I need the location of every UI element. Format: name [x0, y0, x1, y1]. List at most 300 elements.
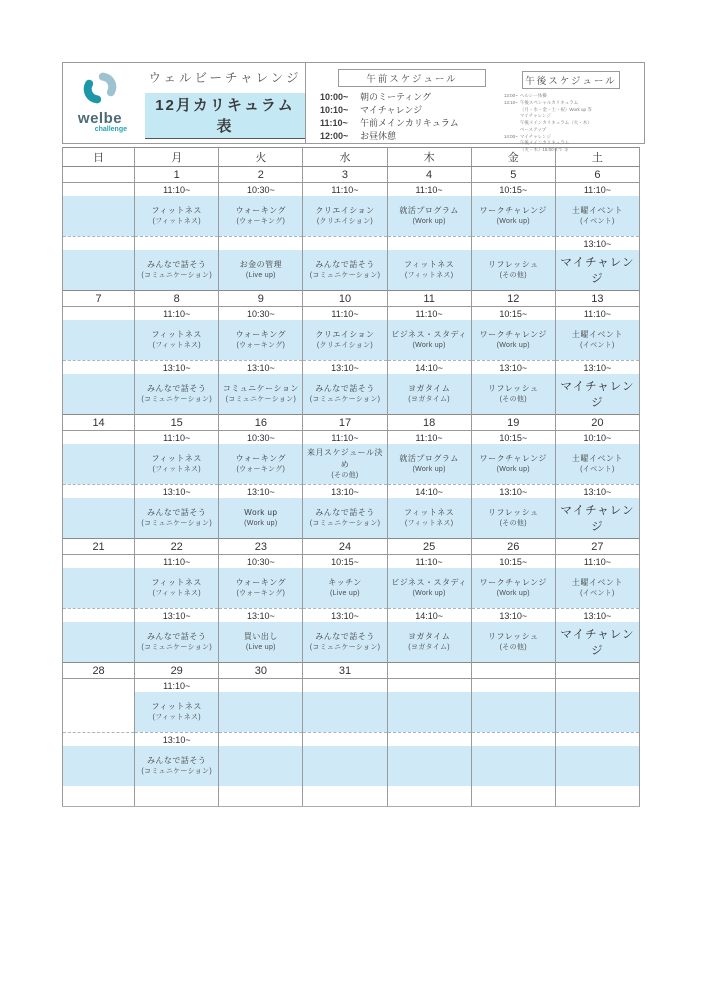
- time-cell: 11:10~: [387, 555, 471, 569]
- pm-schedule-title: 午後スケジュール: [522, 71, 620, 89]
- time-cell: [219, 679, 303, 693]
- am-schedule-item: [320, 117, 504, 130]
- activity-name: フィットネス: [403, 508, 455, 518]
- time-cell: 11:10~: [555, 183, 639, 197]
- activity-category: (クリエイション): [316, 218, 374, 226]
- activity-category: (コミュニケーション): [141, 768, 212, 776]
- activity-name: 土曜イベント: [571, 330, 623, 340]
- activity-cell: [387, 374, 471, 415]
- time-cell: 13:10~: [135, 733, 219, 747]
- activity-cell: [387, 692, 471, 733]
- activity-category: (フィットネス): [404, 520, 454, 528]
- date-cell: 24: [303, 539, 387, 555]
- am-schedule: [320, 67, 504, 141]
- activity-cell: [135, 374, 219, 415]
- activity-name: ウォーキング: [235, 578, 287, 588]
- time-cell: [63, 183, 135, 197]
- am-schedule-item: [320, 91, 504, 104]
- activity-category: (イベント): [580, 342, 615, 350]
- activity-cell: [387, 746, 471, 786]
- date-cell: [555, 663, 639, 679]
- am-item-time: 10:00~: [320, 92, 349, 102]
- activity-cell: [303, 498, 387, 539]
- activity-cell: [303, 692, 387, 733]
- time-cell: [219, 237, 303, 251]
- activity-cell: [63, 498, 135, 539]
- time-cell: [63, 733, 135, 747]
- am-schedule-item: [320, 130, 504, 143]
- activity-category: (イベント): [580, 466, 615, 474]
- time-cell: 11:10~: [135, 679, 219, 693]
- logo-sub-text: challenge: [94, 126, 127, 134]
- schedule-box: [305, 62, 645, 152]
- empty-cell: [303, 786, 387, 807]
- pm-schedule-line: [504, 140, 638, 147]
- activity-name: マイチャレンジ: [560, 629, 635, 657]
- date-cell: 16: [219, 415, 303, 431]
- activity-cell: [303, 196, 387, 237]
- activity-name: みんなで話そう: [146, 384, 207, 394]
- time-cell: [63, 609, 135, 623]
- activity-name: ワークチャレンジ: [479, 330, 547, 340]
- pm-line-text: 午後メインカリキュラム（火・木）: [519, 120, 592, 125]
- activity-category: (Work up): [412, 590, 446, 598]
- activity-category: (Live up): [330, 590, 360, 598]
- activity-cell: [63, 374, 135, 415]
- activity-category: (Work up): [496, 590, 530, 598]
- time-cell: 11:10~: [555, 307, 639, 321]
- activity-cell: [471, 374, 555, 415]
- activity-name: リフレッシュ: [488, 260, 539, 270]
- activity-category: (ウォーキング): [236, 342, 286, 350]
- pm-schedule-line: [504, 147, 638, 154]
- time-cell: [63, 361, 135, 375]
- page-title: 12月カリキュラム表: [145, 93, 305, 139]
- time-cell: [387, 237, 471, 251]
- time-cell: 14:10~: [387, 609, 471, 623]
- activity-cell: [219, 250, 303, 291]
- activity-category: (コミュニケーション): [141, 272, 212, 280]
- activity-category: (Work up): [496, 466, 530, 474]
- activity-name: フィットネス: [151, 578, 202, 588]
- pm-line-text: マイチャレンジ: [519, 113, 551, 119]
- day-header-cell: 日: [63, 148, 135, 167]
- pm-schedule-line: [504, 100, 638, 107]
- activity-cell: [135, 622, 219, 663]
- activity-cell: [303, 444, 387, 485]
- time-cell: 11:10~: [135, 555, 219, 569]
- activity-cell: [387, 196, 471, 237]
- pm-line-text: ヘルシー体操: [519, 93, 547, 98]
- activity-name: ワークチャレンジ: [479, 206, 547, 216]
- day-header-cell: 火: [219, 148, 303, 167]
- date-cell: [63, 167, 135, 183]
- activity-name: マイチャレンジ: [560, 505, 635, 533]
- pm-line-text: 午後スペシャルカリキュラム: [519, 99, 579, 105]
- activity-name: 土曜イベント: [571, 578, 623, 588]
- day-header-cell: 金: [471, 148, 555, 167]
- activity-name: キッチン: [328, 578, 362, 588]
- pm-line-time: 13:00~: [503, 93, 518, 98]
- time-cell: [219, 733, 303, 747]
- date-cell: 26: [471, 539, 555, 555]
- activity-category: (ウォーキング): [236, 590, 286, 598]
- activity-category: (コミュニケーション): [141, 520, 212, 528]
- activity-cell: [471, 196, 555, 237]
- time-cell: 10:30~: [219, 307, 303, 321]
- pm-schedule-line: [504, 120, 638, 127]
- time-cell: [63, 307, 135, 321]
- activity-category: (フィットネス): [152, 466, 201, 474]
- date-cell: 4: [387, 167, 471, 183]
- time-cell: [63, 555, 135, 569]
- activity-name: ウォーキング: [235, 454, 287, 464]
- activity-cell: [303, 746, 387, 786]
- time-cell: 11:10~: [135, 307, 219, 321]
- activity-cell: [387, 568, 471, 609]
- activity-cell: [219, 196, 303, 237]
- time-cell: 10:15~: [471, 431, 555, 445]
- activity-category: (クリエイション): [316, 342, 374, 350]
- date-cell: [471, 663, 555, 679]
- activity-name: みんなで話そう: [146, 632, 207, 642]
- day-header-cell: 土: [555, 148, 639, 167]
- activity-category: (Live up): [245, 272, 276, 280]
- date-cell: 8: [135, 291, 219, 307]
- activity-cell: [555, 250, 639, 291]
- time-cell: 11:10~: [303, 431, 387, 445]
- time-cell: 10:10~: [555, 431, 639, 445]
- am-item-label: マイチャレンジ: [360, 105, 423, 116]
- activity-cell: [387, 622, 471, 663]
- time-cell: 11:10~: [387, 307, 471, 321]
- time-cell: 11:10~: [135, 431, 219, 445]
- time-cell: 10:15~: [303, 555, 387, 569]
- am-item-time: 10:10~: [320, 105, 349, 116]
- activity-category: (コミュニケーション): [141, 644, 212, 652]
- activity-cell: [219, 498, 303, 539]
- pm-schedule-list: [504, 93, 638, 154]
- time-cell: 11:10~: [387, 431, 471, 445]
- date-cell: [387, 663, 471, 679]
- activity-cell: [135, 196, 219, 237]
- activity-cell: [387, 320, 471, 361]
- page: [62, 62, 648, 807]
- activity-category: (ウォーキング): [236, 466, 286, 474]
- activity-cell: [63, 250, 135, 291]
- empty-cell: [555, 786, 639, 807]
- activity-category: (ウォーキング): [236, 218, 286, 226]
- activity-cell: [303, 622, 387, 663]
- time-cell: [555, 679, 639, 693]
- time-cell: 10:15~: [471, 555, 555, 569]
- activity-cell: [135, 320, 219, 361]
- program-title: ウェルビーチャレンジ: [148, 70, 302, 85]
- activity-cell: [471, 444, 555, 485]
- activity-cell: [303, 374, 387, 415]
- activity-name: フィットネス: [151, 330, 202, 340]
- date-cell: 29: [135, 663, 219, 679]
- time-cell: 13:10~: [471, 361, 555, 375]
- activity-category: (Work up): [244, 520, 278, 528]
- activity-cell: [219, 320, 303, 361]
- activity-category: (イベント): [580, 590, 615, 598]
- activity-cell: [555, 498, 639, 539]
- welbe-logo: [71, 71, 129, 134]
- pm-line-text: マイチャレンジ: [519, 133, 551, 139]
- activity-name: フィットネス: [403, 260, 455, 270]
- am-item-label: 午前メインカリキュラム: [360, 118, 459, 129]
- activity-name: みんなで話そう: [315, 260, 375, 270]
- activity-cell: [387, 250, 471, 291]
- activity-cell: [63, 746, 135, 786]
- time-cell: 14:10~: [387, 485, 471, 499]
- time-cell: 13:10~: [303, 485, 387, 499]
- activity-cell: [555, 746, 639, 786]
- empty-cell: [471, 786, 555, 807]
- time-cell: 13:10~: [219, 361, 303, 375]
- activity-name: Work up: [244, 508, 278, 518]
- time-cell: 10:15~: [471, 307, 555, 321]
- titles: [145, 68, 305, 139]
- activity-cell: [303, 320, 387, 361]
- date-cell: 30: [219, 663, 303, 679]
- activity-category: (Work up): [496, 218, 530, 226]
- activity-name: ウォーキング: [235, 330, 287, 340]
- day-header-cell: 月: [135, 148, 219, 167]
- activity-cell: [135, 444, 219, 485]
- date-cell: 25: [387, 539, 471, 555]
- activity-cell: [303, 568, 387, 609]
- activity-name: ヨガタイム: [407, 384, 451, 394]
- time-cell: [303, 237, 387, 251]
- activity-category: (Work up): [412, 466, 446, 474]
- activity-cell: [555, 374, 639, 415]
- time-cell: 10:30~: [219, 555, 303, 569]
- time-cell: 11:10~: [555, 555, 639, 569]
- activity-category: (コミュニケーション): [141, 396, 212, 404]
- activity-name: フィットネス: [151, 206, 202, 216]
- time-cell: [387, 733, 471, 747]
- date-cell: 28: [63, 663, 135, 679]
- activity-category: (Work up): [412, 342, 446, 350]
- date-cell: 7: [63, 291, 135, 307]
- time-cell: 14:10~: [387, 361, 471, 375]
- time-cell: 10:30~: [219, 183, 303, 197]
- am-schedule-list: [320, 91, 504, 143]
- activity-cell: [471, 568, 555, 609]
- time-cell: [63, 485, 135, 499]
- activity-name: 土曜イベント: [571, 206, 623, 216]
- time-cell: 10:15~: [471, 183, 555, 197]
- activity-name: みんなで話そう: [146, 756, 207, 766]
- am-item-time: 11:10~: [320, 118, 348, 129]
- am-schedule-title: 午前スケジュール: [338, 69, 486, 87]
- activity-cell: [555, 444, 639, 485]
- activity-name: みんなで話そう: [315, 508, 375, 518]
- time-cell: [387, 679, 471, 693]
- activity-name: クリエイション: [315, 206, 375, 216]
- activity-cell: [135, 568, 219, 609]
- empty-cell: [219, 786, 303, 807]
- time-cell: 13:10~: [555, 609, 639, 623]
- time-cell: [63, 431, 135, 445]
- header: [62, 62, 648, 152]
- date-cell: 31: [303, 663, 387, 679]
- am-item-label: お昼休憩: [360, 131, 397, 142]
- date-cell: 13: [555, 291, 639, 307]
- activity-cell: [387, 498, 471, 539]
- activity-name: 就活プログラム: [399, 206, 459, 216]
- activity-cell: [63, 196, 135, 237]
- activity-cell: [387, 444, 471, 485]
- activity-category: (ヨガタイム): [408, 644, 450, 652]
- activity-category: (その他): [499, 396, 527, 404]
- time-cell: [303, 679, 387, 693]
- empty-cell: [135, 786, 219, 807]
- activity-cell: [219, 622, 303, 663]
- activity-cell: [135, 498, 219, 539]
- activity-name: 就活プログラム: [399, 454, 459, 464]
- date-cell: 15: [135, 415, 219, 431]
- time-cell: 11:10~: [303, 307, 387, 321]
- activity-name: お金の管理: [239, 260, 283, 270]
- activity-category: (フィットネス): [152, 590, 201, 598]
- activity-name: ヨガタイム: [407, 632, 451, 642]
- activity-cell: [471, 622, 555, 663]
- day-header-cell: 水: [303, 148, 387, 167]
- am-schedule-item: [320, 104, 504, 117]
- pm-line-time: 14:00~: [503, 133, 518, 139]
- activity-cell: [219, 746, 303, 786]
- activity-category: (イベント): [580, 218, 615, 226]
- date-cell: 18: [387, 415, 471, 431]
- date-cell: 20: [555, 415, 639, 431]
- activity-category: (コミュニケーション): [309, 520, 381, 528]
- date-cell: 27: [555, 539, 639, 555]
- activity-name: みんなで話そう: [315, 384, 375, 394]
- activity-cell: [135, 250, 219, 291]
- activity-name: ウォーキング: [235, 206, 287, 216]
- pm-line-text: 午後メインカリキュラム: [519, 140, 570, 146]
- activity-name: リフレッシュ: [488, 632, 539, 642]
- title-box: [62, 62, 306, 144]
- empty-cell: [387, 786, 471, 807]
- activity-name: みんなで話そう: [146, 260, 207, 270]
- activity-cell: [219, 692, 303, 733]
- activity-name: みんなで話そう: [146, 508, 207, 518]
- activity-cell: [135, 692, 219, 733]
- date-cell: 14: [63, 415, 135, 431]
- activity-name: 土曜イベント: [571, 454, 623, 464]
- date-cell: 11: [387, 291, 471, 307]
- activity-category: (その他): [499, 644, 527, 652]
- activity-cell: [471, 746, 555, 786]
- activity-category: (フィットネス): [152, 714, 201, 722]
- activity-cell: [135, 746, 219, 786]
- date-cell: 21: [63, 539, 135, 555]
- activity-name: ワークチャレンジ: [479, 454, 547, 464]
- activity-category: (フィットネス): [152, 218, 201, 226]
- welbe-swirl-icon: [81, 92, 119, 109]
- pm-line-time: 13:10~: [503, 99, 518, 105]
- time-cell: [63, 237, 135, 251]
- activity-cell: [555, 622, 639, 663]
- activity-category: (その他): [499, 520, 527, 528]
- date-cell: 12: [471, 291, 555, 307]
- time-cell: 13:10~: [555, 237, 639, 251]
- time-cell: 13:10~: [135, 485, 219, 499]
- activity-category: (コミュニケーション): [309, 396, 381, 404]
- activity-cell: [303, 250, 387, 291]
- date-cell: 2: [219, 167, 303, 183]
- day-header-cell: 木: [387, 148, 471, 167]
- activity-name: リフレッシュ: [488, 508, 539, 518]
- time-cell: [303, 733, 387, 747]
- activity-cell: [219, 444, 303, 485]
- time-cell: 13:10~: [219, 609, 303, 623]
- activity-cell: [555, 196, 639, 237]
- activity-name: みんなで話そう: [315, 632, 375, 642]
- pm-schedule: [503, 67, 638, 152]
- calendar-table: [62, 147, 640, 807]
- activity-cell: [471, 320, 555, 361]
- time-cell: 13:10~: [303, 361, 387, 375]
- activity-name: ビジネス・スタディ: [391, 578, 467, 588]
- activity-category: (コミュニケーション): [309, 644, 381, 652]
- activity-name: クリエイション: [315, 330, 375, 340]
- time-cell: [471, 237, 555, 251]
- activity-category: (その他): [499, 272, 527, 280]
- date-cell: 17: [303, 415, 387, 431]
- activity-cell: [555, 568, 639, 609]
- activity-category: (コミュニケーション): [225, 396, 297, 404]
- time-cell: 13:10~: [303, 609, 387, 623]
- pm-line-text: （月・水・金・土・祝）Work up 等: [519, 106, 592, 112]
- time-cell: [471, 679, 555, 693]
- time-cell: 10:30~: [219, 431, 303, 445]
- am-item-time: 12:00~: [320, 131, 349, 142]
- date-cell: 3: [303, 167, 387, 183]
- activity-category: (Work up): [496, 342, 530, 350]
- activity-name: マイチャレンジ: [560, 257, 635, 285]
- time-cell: 11:10~: [303, 183, 387, 197]
- activity-cell: [471, 692, 555, 733]
- activity-cell: [63, 622, 135, 663]
- pm-schedule-line: [504, 113, 638, 120]
- date-cell: 9: [219, 291, 303, 307]
- time-cell: 13:10~: [555, 361, 639, 375]
- activity-name: 買い出し: [243, 632, 278, 642]
- am-item-label: 朝のミーティング: [360, 92, 432, 102]
- activity-name: 来月スケジュール決め: [306, 448, 383, 470]
- pm-line-text: （火・木）15:00まで 等: [519, 147, 569, 152]
- activity-cell: [555, 692, 639, 733]
- time-cell: [63, 679, 135, 693]
- time-cell: 13:10~: [135, 361, 219, 375]
- activity-cell: [63, 692, 135, 733]
- activity-category: (Live up): [245, 644, 276, 652]
- activity-category: (ヨガタイム): [408, 396, 450, 404]
- activity-category: (その他): [331, 472, 359, 480]
- pm-schedule-line: [504, 127, 638, 134]
- activity-cell: [555, 320, 639, 361]
- activity-name: コミュニケーション: [222, 384, 299, 394]
- date-cell: 5: [471, 167, 555, 183]
- time-cell: 13:10~: [471, 609, 555, 623]
- activity-name: リフレッシュ: [488, 384, 539, 394]
- time-cell: [555, 733, 639, 747]
